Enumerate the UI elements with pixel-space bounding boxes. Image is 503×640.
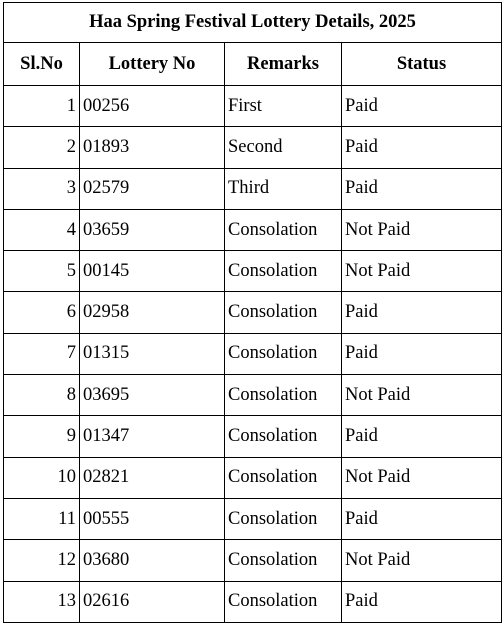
lottery-no-cell: 02579 (80, 168, 225, 209)
lottery-no-cell: 00555 (80, 498, 225, 539)
slno-cell: 6 (4, 292, 80, 333)
title-row (4, 3, 502, 43)
status-cell: Not Paid (342, 540, 502, 581)
lottery-no-cell: 01893 (80, 127, 225, 168)
table-row (4, 498, 502, 539)
remarks-cell: Consolation (225, 457, 342, 498)
slno-cell: 13 (4, 581, 80, 622)
table-row (4, 333, 502, 374)
remarks-cell: Consolation (225, 333, 342, 374)
slno-cell: 2 (4, 127, 80, 168)
table-row (4, 127, 502, 168)
remarks-cell: Consolation (225, 581, 342, 622)
slno-cell: 1 (4, 86, 80, 127)
slno-cell: 4 (4, 209, 80, 250)
slno-cell: 5 (4, 251, 80, 292)
table-row (4, 540, 502, 581)
table-title: Haa Spring Festival Lottery Details, 2025 (4, 3, 502, 43)
table-row (4, 375, 502, 416)
column-header-lottery-no: Lottery No (80, 43, 225, 86)
status-cell: Paid (342, 333, 502, 374)
status-cell: Paid (342, 416, 502, 457)
status-cell: Not Paid (342, 251, 502, 292)
column-header-remarks: Remarks (225, 43, 342, 86)
lottery-no-cell: 02958 (80, 292, 225, 333)
status-cell: Paid (342, 168, 502, 209)
status-cell: Not Paid (342, 209, 502, 250)
status-cell: Paid (342, 292, 502, 333)
status-cell: Paid (342, 127, 502, 168)
remarks-cell: Third (225, 168, 342, 209)
status-cell: Not Paid (342, 375, 502, 416)
column-header-status: Status (342, 43, 502, 86)
column-header-slno: Sl.No (4, 43, 80, 86)
remarks-cell: Consolation (225, 540, 342, 581)
table-row (4, 86, 502, 127)
remarks-cell: Consolation (225, 292, 342, 333)
lottery-no-cell: 02616 (80, 581, 225, 622)
slno-cell: 12 (4, 540, 80, 581)
lottery-no-cell: 03695 (80, 375, 225, 416)
table-row (4, 581, 502, 622)
status-cell: Not Paid (342, 457, 502, 498)
remarks-cell: Consolation (225, 251, 342, 292)
slno-cell: 7 (4, 333, 80, 374)
lottery-no-cell: 00256 (80, 86, 225, 127)
lottery-table (3, 2, 502, 623)
lottery-no-cell: 01347 (80, 416, 225, 457)
header-row (4, 43, 502, 86)
remarks-cell: First (225, 86, 342, 127)
slno-cell: 8 (4, 375, 80, 416)
remarks-cell: Second (225, 127, 342, 168)
status-cell: Paid (342, 581, 502, 622)
table-row (4, 416, 502, 457)
lottery-no-cell: 01315 (80, 333, 225, 374)
remarks-cell: Consolation (225, 375, 342, 416)
slno-cell: 10 (4, 457, 80, 498)
status-cell: Paid (342, 86, 502, 127)
table-row (4, 168, 502, 209)
table-row (4, 251, 502, 292)
lottery-no-cell: 00145 (80, 251, 225, 292)
remarks-cell: Consolation (225, 498, 342, 539)
lottery-no-cell: 03659 (80, 209, 225, 250)
status-cell: Paid (342, 498, 502, 539)
remarks-cell: Consolation (225, 416, 342, 457)
slno-cell: 3 (4, 168, 80, 209)
lottery-no-cell: 02821 (80, 457, 225, 498)
lottery-no-cell: 03680 (80, 540, 225, 581)
table-row (4, 292, 502, 333)
slno-cell: 11 (4, 498, 80, 539)
table-body (4, 86, 502, 623)
remarks-cell: Consolation (225, 209, 342, 250)
table-row (4, 209, 502, 250)
slno-cell: 9 (4, 416, 80, 457)
table-row (4, 457, 502, 498)
